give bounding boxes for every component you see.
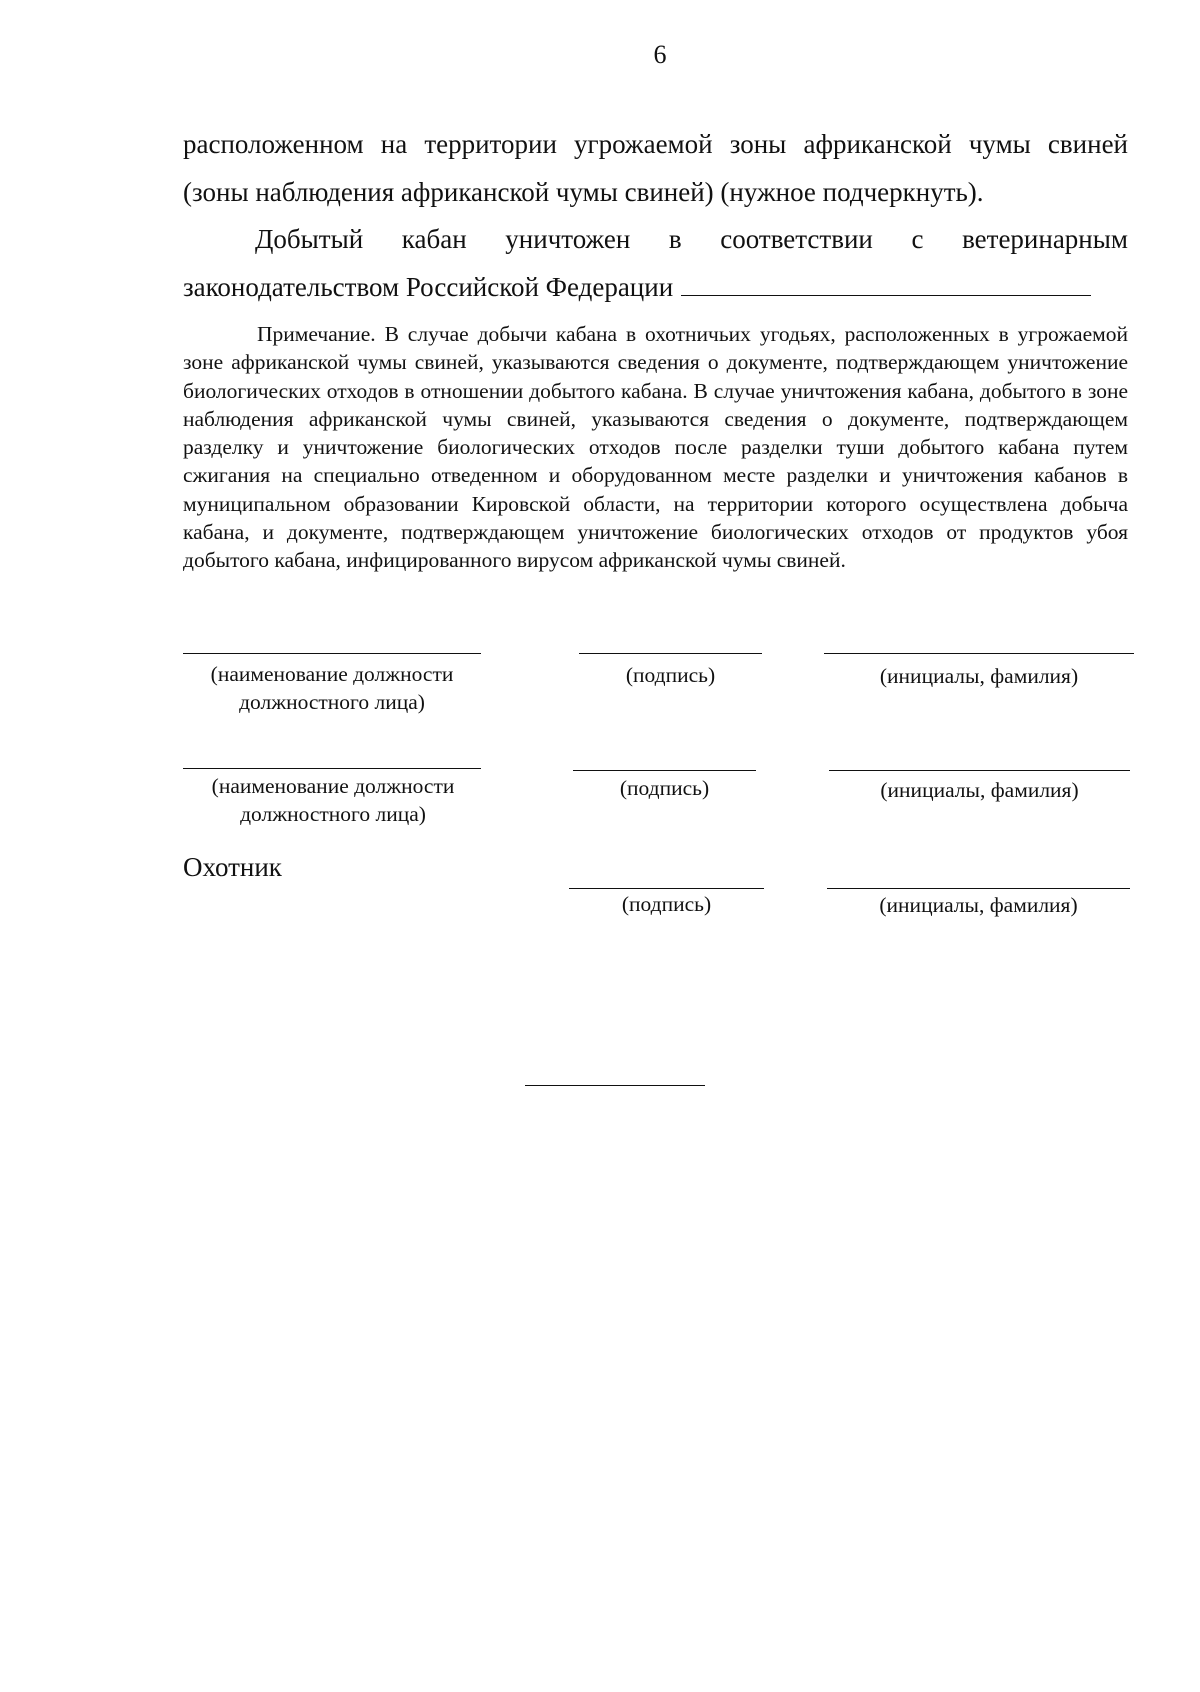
end-of-document-rule	[525, 1085, 705, 1086]
position-caption-2-line2: должностного лица)	[240, 802, 426, 826]
signature-caption-2: (подпись)	[619, 776, 710, 800]
official-position-line-2[interactable]	[183, 768, 481, 769]
position-caption-2-line1: (наименование должности	[211, 774, 455, 798]
name-line-1[interactable]	[824, 653, 1134, 654]
paragraph2-line2: законодательством Российской Федерации	[183, 272, 674, 302]
paragraph1-line2: (зоны наблюдения африканской чумы свиней) (нужное подчеркнуть).	[183, 177, 984, 207]
position-caption-1-line2: должностного лица)	[239, 690, 425, 714]
signature-line-3[interactable]	[569, 888, 764, 889]
hunter-label: Охотник	[183, 852, 282, 882]
official-position-caption-2	[178, 772, 488, 828]
signature-line-1[interactable]	[579, 653, 762, 654]
paragraph1-line1: расположенном на территории угрожаемой зоны африканской чумы свиней	[183, 129, 1128, 159]
name-caption-3: (инициалы, фамилия)	[879, 893, 1078, 917]
official-position-caption-1	[183, 660, 481, 716]
name-line-2[interactable]	[829, 770, 1130, 771]
page-number: 6	[653, 40, 667, 69]
paragraph-zone-continuation	[183, 120, 1128, 216]
signature-caption-1: (подпись)	[625, 663, 716, 687]
paragraph-destruction	[183, 215, 1128, 311]
note-paragraph: Примечание. В случае добычи кабана в охотничьих угодьях, расположенных в угрожаемой зоне африканской чумы свиней, указываются сведения о документе, подтверждающем уничтожение биологических отходов в отношении добытого кабана. В случае уничтожения кабана, добытого в зоне наблюдения африканской чумы свиней, указываются сведения о документе, подтверждающем разделку и уничтожение биологических отходов после разделки туши добытого кабана путем сжигания на специально отведенном и оборудованном месте разделки и уничтожения кабанов в муниципальном образовании Кировской области, на территории которого осуществлена добыча кабана, и документе, подтверждающем уничтожение биологических отходов от продуктов убоя добытого кабана, инфицированного вирусом африканской чумы свиней.	[183, 322, 1128, 573]
name-caption-2: (инициалы, фамилия)	[880, 778, 1079, 802]
signature-line-2[interactable]	[573, 770, 756, 771]
legislation-fill-field[interactable]	[681, 271, 1091, 296]
position-caption-1-line1: (наименование должности	[210, 662, 454, 686]
name-caption-1: (инициалы, фамилия)	[879, 664, 1079, 688]
signature-caption-3: (подпись)	[621, 892, 712, 916]
name-line-3[interactable]	[827, 888, 1130, 889]
official-position-line-1[interactable]	[183, 653, 481, 654]
paragraph2-line1: Добытый кабан уничтожен в соответствии с ветеринарным	[255, 224, 1128, 254]
